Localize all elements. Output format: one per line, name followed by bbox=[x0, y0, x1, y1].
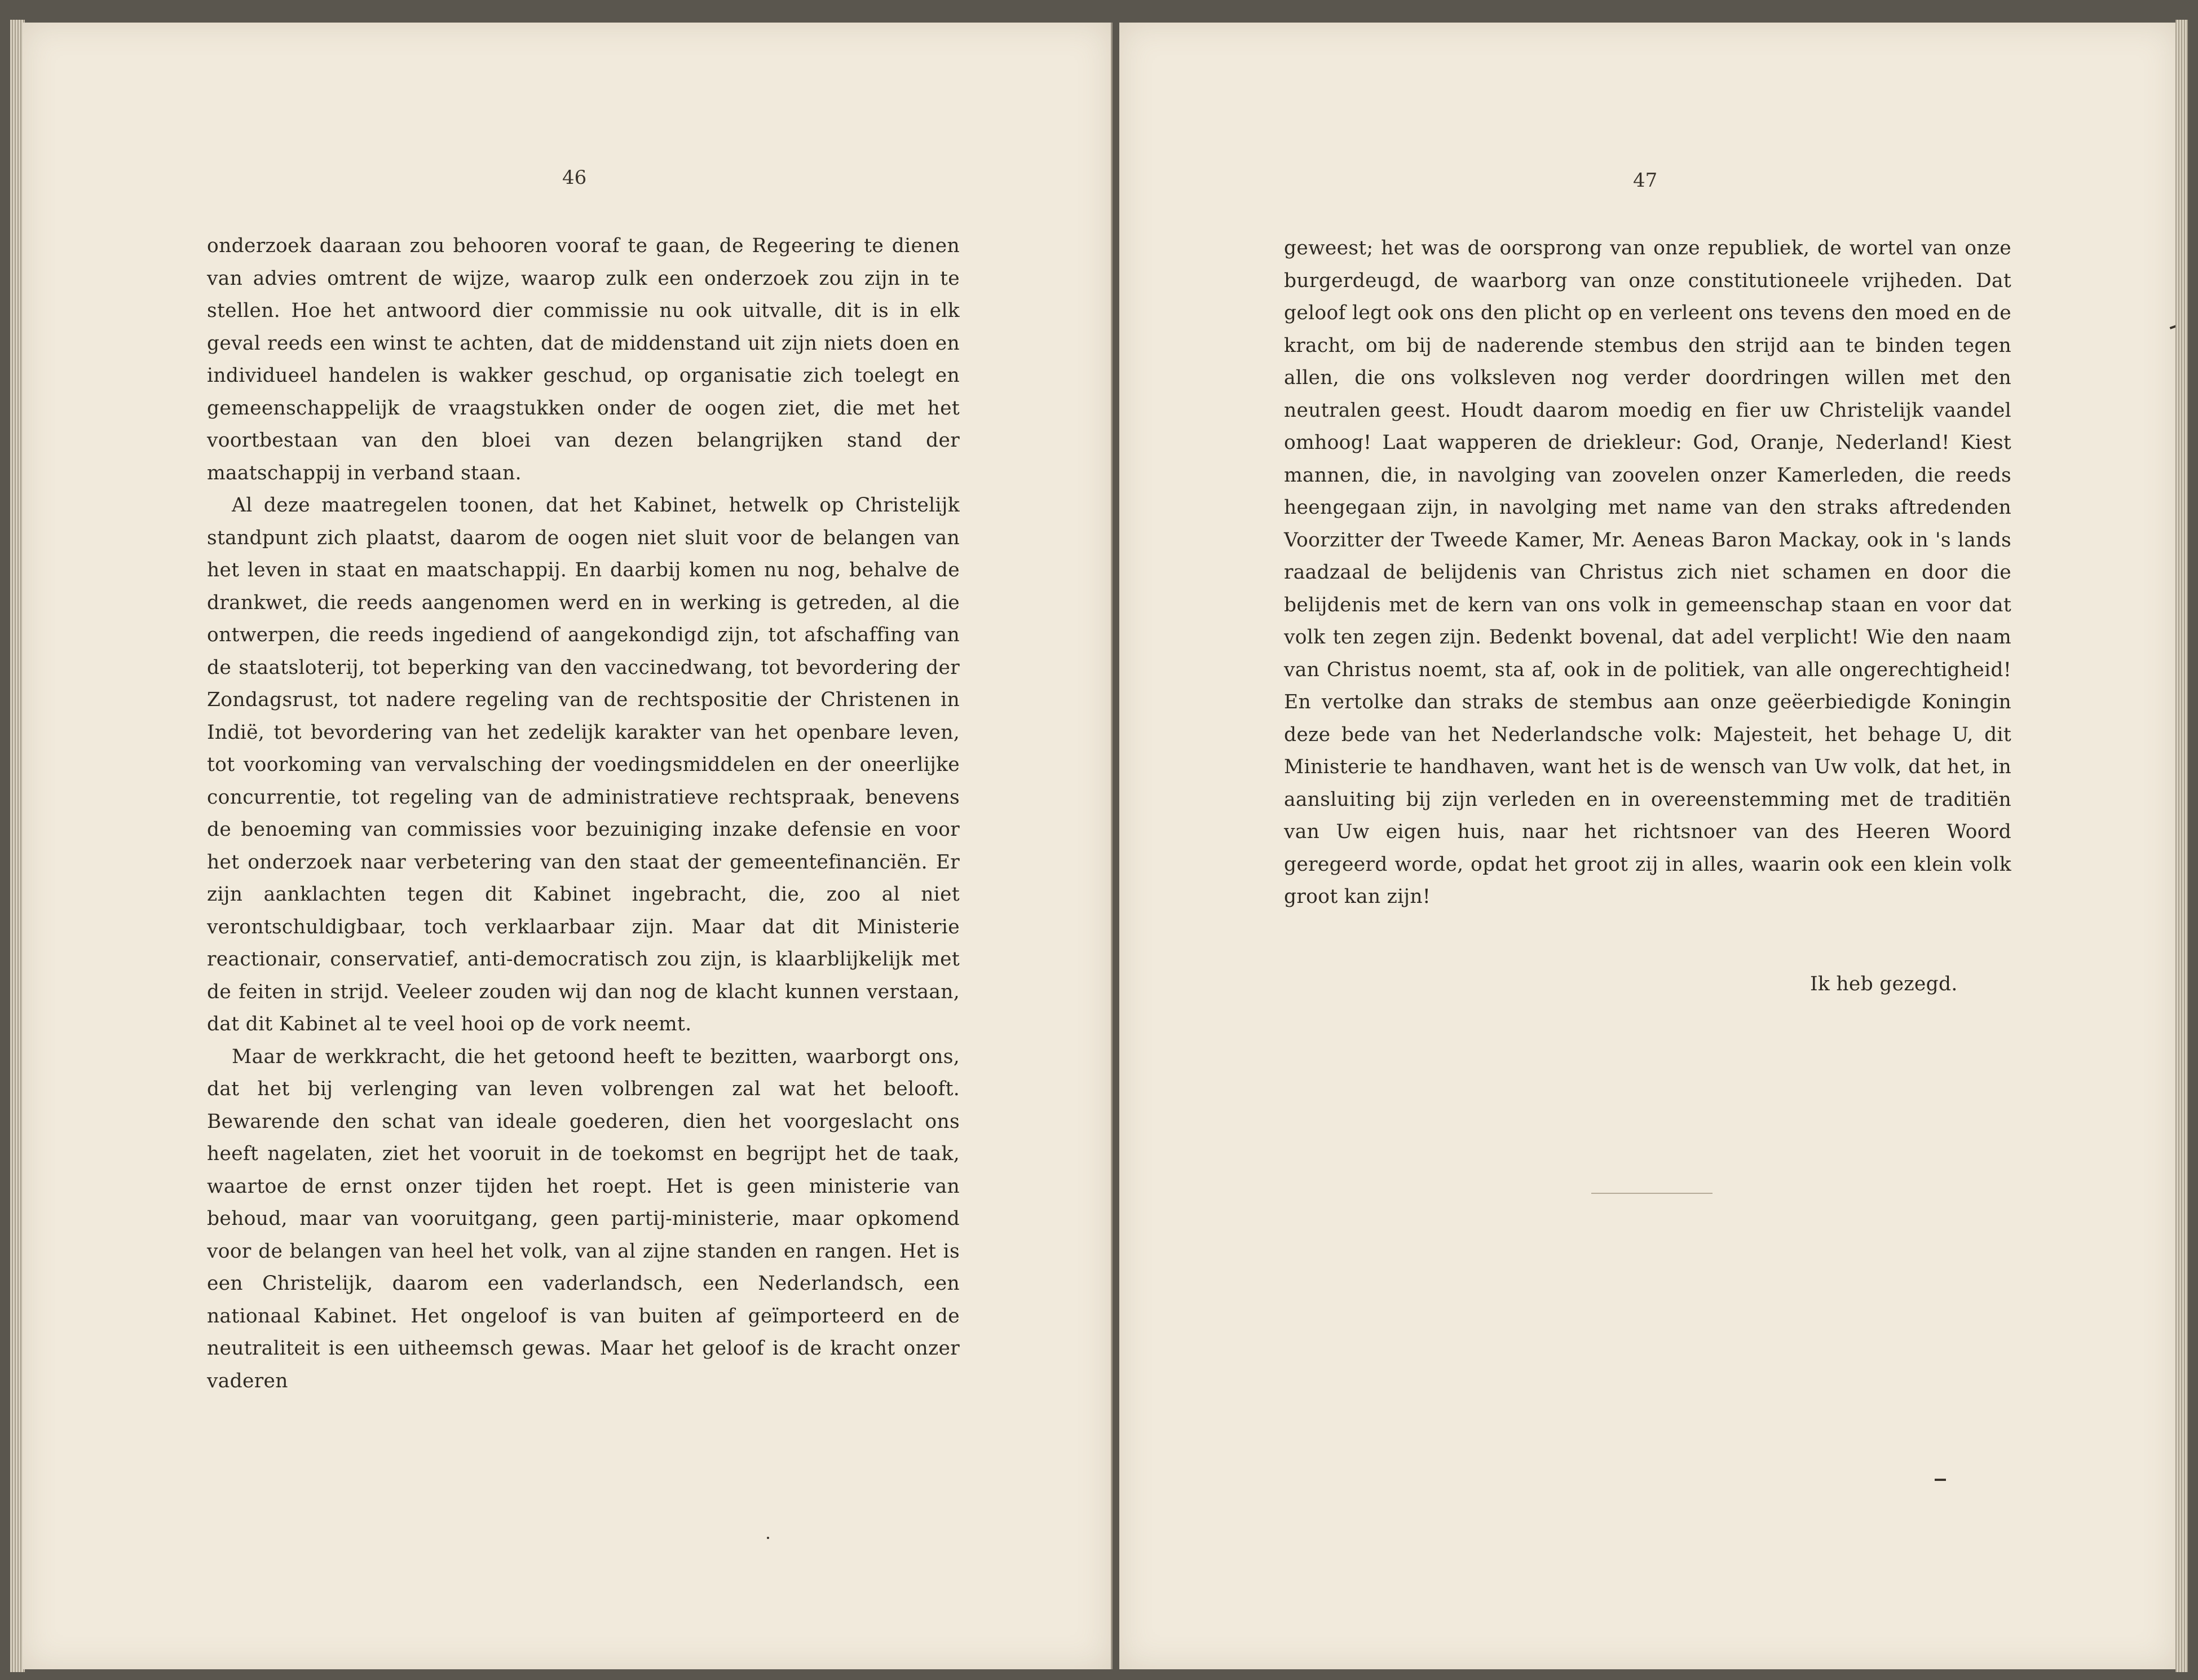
left-page-text bbox=[207, 230, 960, 1397]
paragraph-3: Maar de werkkracht, die het getoond heeft te bezitten, waarborgt ons, dat het bij verlenging van leven volbrengen zal wat het belooft. Bewarende den schat van ideale goederen, dien het voorgeslacht ons heeft nagelaten, ziet het vooruit in de toekomst en begrijpt het de taak, waartoe de ernst onzer tijden het roept. Het is geen ministerie van behoud, maar van vooruitgang, geen partij-ministerie, maar opkomend voor de belangen van heel het volk, van al zijne standen en rangen. Het is een Christelijk, daarom een vaderlandsch, een Nederlandsch, een nationaal Kabinet. Het ongeloof is van buiten af geïmporteerd en de neutraliteit is een uitheemsch gewas. Maar het geloof is de kracht onzer vaderen bbox=[207, 1045, 960, 1392]
ink-dash bbox=[1935, 1479, 1946, 1481]
page-number-right: 47 bbox=[1633, 169, 1658, 192]
paragraph-1: onderzoek daaraan zou behooren vooraf te gaan, de Regeering te dienen van advies omtrent de wijze, waarop zulk een onderzoek zou zijn in te stellen. Hoe het antwoord dier commissie nu ook uitvalle, dit is in elk geval reeds een winst te achten, dat de middenstand uit zijn niets doen en individueel handelen is wakker geschud, op organisatie zich toelegt en gemeenschappelijk de vraagstukken onder de oogen ziet, die met het voortbestaan van den bloei van dezen belangrijken stand der maatschappij in verband staan. bbox=[207, 235, 960, 484]
page-edge-right bbox=[2175, 20, 2188, 1672]
right-page bbox=[1119, 23, 2177, 1669]
ink-speck bbox=[767, 1537, 769, 1539]
end-rule bbox=[1591, 1193, 1713, 1194]
left-page bbox=[23, 23, 1113, 1669]
paragraph-4: geweest; het was de oorsprong van onze republiek, de wortel van onze burgerdeugd, de waarborg van onze constitutioneele vrijheden. Dat geloof legt ook ons den plicht op en verleent ons tevens den moed en de kracht, om bij de naderende stembus den strijd aan te binden tegen allen, die ons volksleven nog verder doordringen willen met den neutralen geest. Houdt daarom moedig en fier uw Christelijk vaandel omhoog! Laat wapperen de driekleur: God, Oranje, Nederland! Kiest mannen, die, in navolging van zoovelen onzer Kamerleden, die reeds heengegaan zijn, in navolging met name van den straks aftredenden Voorzitter der Tweede Kamer, Mr. Aeneas Baron Mackay, ook in 's lands raadzaal de belijdenis van Christus zich niet schamen en door die belijdenis met de kern van ons volk in gemeenschap staan en voor dat volk ten zegen zijn. Bedenkt bovenal, dat adel verplicht! Wie den naam van Christus noemt, sta af, ook in de politiek, van alle ongerechtigheid! En vertolke dan straks de stembus aan onze geëerbiedigde Koningin deze bede van het Nederlandsche volk: Majesteit, het behage U, dit Ministerie te handhaven, want het is de wensch van Uw volk, dat het, in aansluiting bij zijn verleden en in overeenstemming met de traditiën van Uw eigen huis, naar het richtsnoer van des Heeren Woord geregeerd worde, opdat het groot zij in alles, waarin ook een klein volk groot kan zijn! bbox=[1284, 237, 2011, 908]
paragraph-2: Al deze maatregelen toonen, dat het Kabinet, hetwelk op Christelijk standpunt zich plaatst, daarom de oogen niet sluit voor de belangen van het leven in staat en maatschappij. En daarbij komen nu nog, behalve de drankwet, die reeds aangenomen werd en in werking is getreden, al die ontwerpen, die reeds ingediend of aangekondigd zijn, tot afschaffing van de staatsloterij, tot beperking van den vaccinedwang, tot bevordering der Zondagsrust, tot nadere regeling van de rechtspositie der Christenen in Indië, tot bevordering van het zedelijk karakter van het openbare leven, tot voorkoming van vervalsching der voedingsmiddelen en der oneerlijke concurrentie, tot regeling van de administratieve rechtspraak, benevens de benoeming van commissies voor bezuiniging inzake defensie en voor het onderzoek naar verbetering van den staat der gemeentefinanciën. Er zijn aanklachten tegen dit Kabinet ingebracht, die, zoo al niet verontschuldigbaar, toch verklaarbaar zijn. Maar dat dit Ministerie reactionair, conservatief, anti-democratisch zou zijn, is klaarblijkelijk met de feiten in strijd. Veeleer zouden wij dan nog de klacht kunnen verstaan, dat dit Kabinet al te veel hooi op de vork neemt. bbox=[207, 494, 960, 1035]
closing-line: Ik heb gezegd. bbox=[1810, 973, 1958, 995]
page-number-left: 46 bbox=[562, 166, 587, 189]
right-page-text bbox=[1284, 232, 2011, 914]
